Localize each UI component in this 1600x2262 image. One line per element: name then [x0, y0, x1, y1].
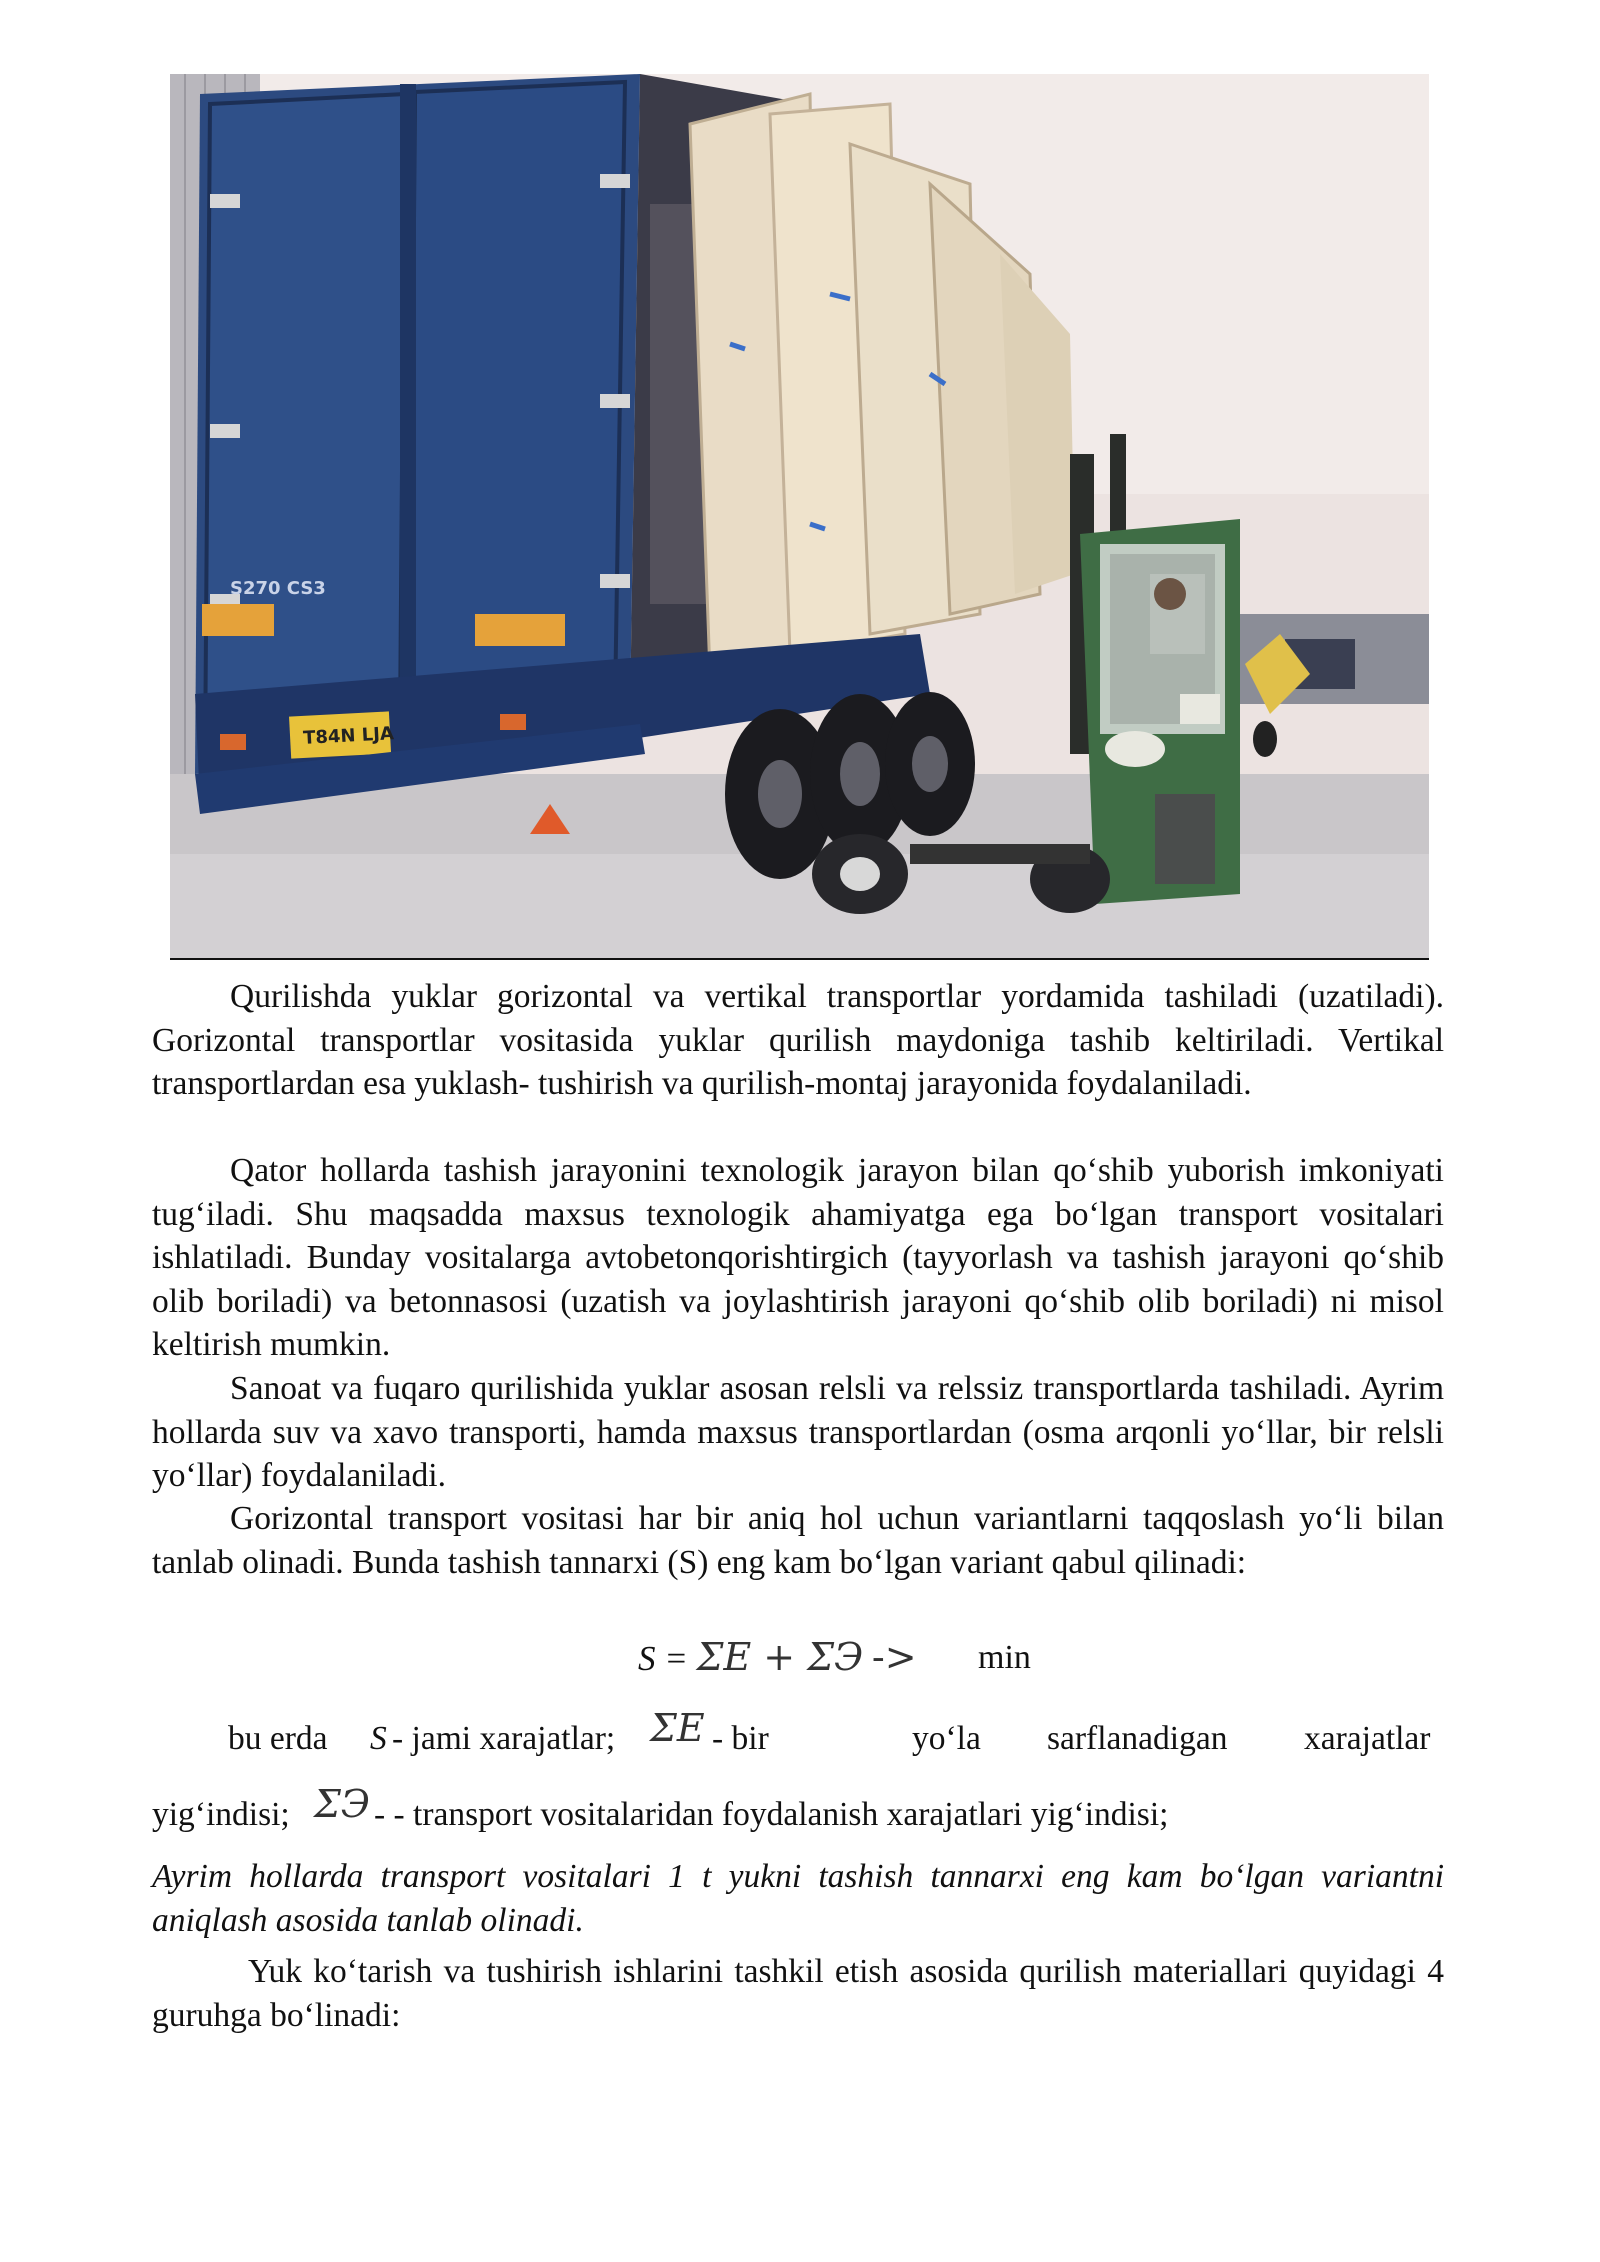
svg-text:S270 CS3: S270 CS3: [230, 578, 326, 599]
arrow-icon: ->: [871, 1635, 917, 1679]
expl-yigindisi: yig‘indisi;: [152, 1796, 290, 1833]
expl-transport: - - transport vositalaridan foydalanish xarajatlari yig‘indisi;: [374, 1796, 1169, 1833]
expl-bir: - bir: [712, 1720, 769, 1757]
paragraph-1: Qurilishda yuklar gorizontal va vertikal transportlar yordamida tashiladi (uzatiladi). Gorizontal transportlar vositasida yuklar qurilish maydoniga tashib keltiriladi. Vertikal transportlardan esa yuklash- tushirish va qurilish-montaj jarayonida foydalaniladi.: [152, 978, 1444, 1102]
expl-yola: yo‘la: [912, 1720, 981, 1757]
truck-unloading-photo: [170, 74, 1429, 958]
sum-e-symbol: ΣE: [650, 1706, 705, 1750]
expl-jami: - jami xarajatlar;: [392, 1720, 616, 1757]
sum-e-cyr-symbol: ΣЭ: [314, 1782, 370, 1826]
paragraph-last: Yuk ko‘tarish va tushirish ishlarini tashkil etish asosida qurilish materiallari quyidagi 4 guruhga bo‘linadi:: [152, 1953, 1444, 2034]
expl-sarflanadigan: sarflanadigan: [1047, 1720, 1228, 1757]
formula-rhs: ΣE + ΣЭ: [696, 1635, 864, 1679]
expl-xarajatlar: xarajatlar: [1304, 1720, 1431, 1757]
photo-bottom-rule: [170, 958, 1429, 960]
italic-paragraph: Ayrim hollarda transport vositalari 1 t yukni tashish tannarxi eng kam bo‘lgan variantni aniqlash asosida tanlab olinadi.: [152, 1858, 1444, 1939]
formula-min: min: [978, 1639, 1031, 1676]
cost-formula: [638, 1635, 1031, 1679]
expl-s-symbol: S: [370, 1720, 387, 1757]
formula-lhs: S =: [638, 1639, 688, 1678]
svg-text:T84N LJA: T84N LJA: [302, 723, 395, 749]
expl-bu-erda: bu erda: [228, 1720, 328, 1757]
paragraph-2: Qator hollarda tashish jarayonini texnologik jarayon bilan qo‘shib yuborish imkoniyati tug‘iladi. Shu maqsadda maxsus texnologik ahamiyatga ega bo‘lgan transport vositalari ishlatiladi. Bunday vositalarga avtobetonqorishtirgich (tayyorlash va tashish jarayoni qo‘shib olib boriladi) va betonnasosi (uzatish va joylashtirish jarayoni qo‘shib olib boriladi) ni misol keltirish mumkin.: [152, 1152, 1444, 1363]
paragraph-3: Sanoat va fuqaro qurilishida yuklar asosan relsli va relssiz transportlarda tashiladi. Ayrim hollarda suv va xavo transporti, hamda maxsus transportlardan (osma arqonli yo‘llar, bir relsli yo‘llar) foydalaniladi.: [152, 1370, 1444, 1494]
paragraph-4: Gorizontal transport vositasi har bir aniq hol uchun variantlarni taqqoslash yo‘li bilan tanlab olinadi. Bunda tashish tannarxi (S) eng kam bo‘lgan variant qabul qilinadi:: [152, 1500, 1444, 1581]
